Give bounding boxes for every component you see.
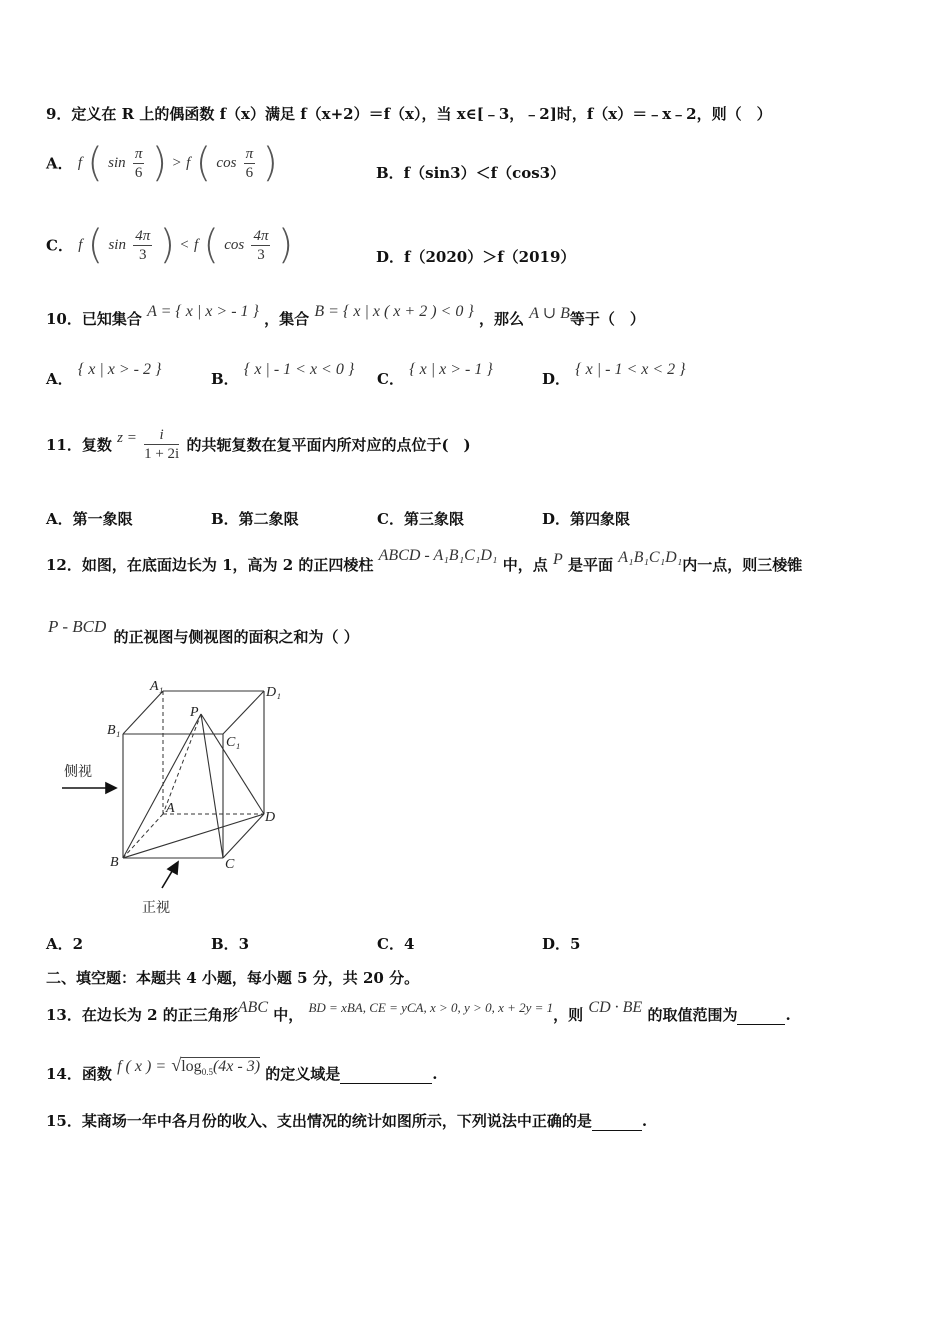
section-fill-in-title: 二、填空题：本题共 4 小题，每小题 5 分，共 20 分。 <box>46 969 420 987</box>
label-side-view: 侧视 <box>64 765 92 780</box>
q12-option-b[interactable]: B．3 <box>211 935 250 953</box>
label-p: P <box>190 705 199 720</box>
q13-stem: 13．在边长为 2 的正三角形ABC 中， BD = xBA, CE = yCA, x > 0, y > 0, x + 2y = 1，则 CD · BE 的取值范围为 . <box>46 999 791 1024</box>
edge-p-a-hidden <box>163 714 201 814</box>
label-c: C <box>225 857 235 872</box>
q9-option-c[interactable]: C． f ( sin $\frac{4\pi}{3}$ ) < f ( cos $\frac{4\pi}{3}$ ) <box>46 222 294 268</box>
edge-c1-d1 <box>223 691 264 734</box>
q9-stem: 9．定义在 R 上的偶函数 f（x）满足 f（x+2）＝f（x），当 x∈[﹣3，﹣2]时，f（x）＝﹣x﹣2，则（ ） <box>46 105 772 123</box>
label-a: A <box>166 801 175 816</box>
q12-option-d[interactable]: D．5 <box>542 935 581 953</box>
edge-b1-a1 <box>123 691 163 734</box>
q9-option-b[interactable]: B．f（sin3）＜f（cos3） <box>376 164 566 182</box>
label-d: D <box>265 810 276 825</box>
q14-answer-blank[interactable] <box>340 1065 432 1084</box>
q10-option-a[interactable]: A． { x | x > - 2 } <box>46 361 162 388</box>
q13-answer-blank[interactable] <box>737 1006 785 1025</box>
q11-option-d[interactable]: D．第四象限 <box>542 510 631 528</box>
q12-prism-figure <box>58 676 298 920</box>
q14-stem: 14．函数 f ( x ) = $√\log_{0.5}(4x - 3)$ 的定义域是 . <box>46 1055 438 1083</box>
q11-option-a[interactable]: A．第一象限 <box>46 510 133 528</box>
label-d1: D₁ <box>266 685 281 700</box>
edge-p-d <box>201 714 264 814</box>
q9-option-a[interactable]: A． f ( sin $\frac{\pi}{6}$ ) > f ( cos $\frac{\pi}{6}$ ) <box>46 140 279 186</box>
q9-option-d[interactable]: D．f（2020）＞f（2019） <box>376 248 576 266</box>
q12-option-c[interactable]: C．4 <box>377 935 415 953</box>
q10-option-c[interactable]: C． { x | x > - 1 } <box>377 361 493 388</box>
q12-stem: 12．如图，在底面边长为 1，高为 2 的正四棱柱 ABCD - A₁B₁C₁D₁ 中，点 P 是平面 A₁B₁C₁D₁内一点，则三棱锥 <box>46 547 803 574</box>
label-c1: C₁ <box>226 735 241 750</box>
q15-stem: 15．某商场一年中各月份的收入、支出情况的统计如图所示，下列说法中正确的是 . <box>46 1112 648 1130</box>
edge-p-c <box>201 714 223 858</box>
q11-stem: 11．复数 z = $\frac{i}{1 + 2i}$ 的共轭复数在复平面内所对应的点位于( ) <box>46 427 471 462</box>
q12-stem-line2: P - BCD 的正视图与侧视图的面积之和为（ ） <box>48 617 359 646</box>
label-a1: A₁ <box>150 679 164 694</box>
label-b1: B₁ <box>107 723 121 738</box>
q15-answer-blank[interactable] <box>592 1112 642 1131</box>
edge-p-b <box>123 714 201 858</box>
q10-option-d[interactable]: D． { x | - 1 < x < 2 } <box>542 361 686 388</box>
label-front-view: 正视 <box>142 901 170 916</box>
q11-option-c[interactable]: C．第三象限 <box>377 510 464 528</box>
q12-option-a[interactable]: A．2 <box>46 935 84 953</box>
q10-option-b[interactable]: B． { x | - 1 < x < 0 } <box>211 361 355 388</box>
label-b: B <box>110 855 119 870</box>
q10-stem: 10．已知集合 A = { x | x > - 1 } ，集合 B = { x | x ( x + 2 ) < 0 } ，那么 A ∪ B等于（ ） <box>46 303 645 328</box>
q11-option-b[interactable]: B．第二象限 <box>211 510 299 528</box>
